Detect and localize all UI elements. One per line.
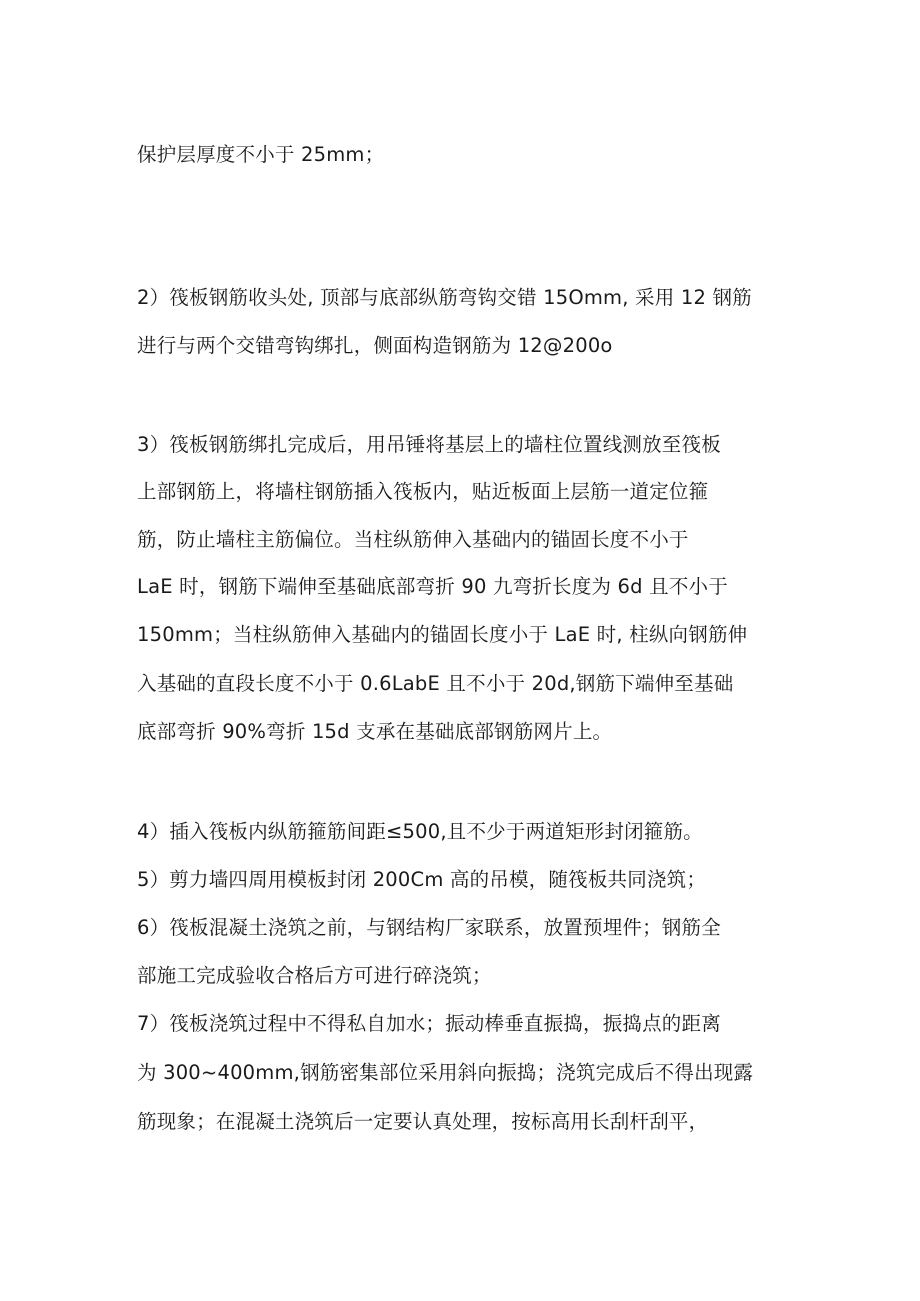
text-line: LaE 时，钢筋下端伸至基础底部弯折 90 九弯折长度为 6d 且不小于 <box>137 575 728 598</box>
text-line: 6）筏板混凝土浇筑之前，与钢结构厂家联系，放置预埋件；钢筋全 <box>137 916 721 939</box>
text-line: 底部弯折 90%弯折 15d 支承在基础底部钢筋网片上。 <box>137 720 613 743</box>
text-line: 部施工完成验收合格后方可进行碎浇筑； <box>137 964 492 987</box>
text-line: 2）筏板钢筋收头处, 顶部与底部纵筋弯钩交错 15Omm, 采用 12 钢筋 <box>137 286 752 309</box>
text-line: 筋现象；在混凝土浇筑后一定要认真处理，按标高用长刮杆刮平， <box>137 1110 709 1133</box>
text-line: 5）剪力墙四周用模板封闭 200Cm 高的吊模，随筏板共同浇筑； <box>137 868 707 891</box>
text-line: 7）筏板浇筑过程中不得私自加水；振动棒垂直振捣，振捣点的距离 <box>137 1012 721 1035</box>
text-line: 筋，防止墙柱主筋偏位。当柱纵筋伸入基础内的锚固长度不小于 <box>137 528 689 551</box>
text-line: 入基础的直段长度不小于 0.6LabE 且不小于 20d,钢筋下端伸至基础 <box>137 672 734 695</box>
text-line: 150mm；当柱纵筋伸入基础内的锚固长度小于 LaE 时, 柱纵向钢筋伸 <box>137 623 748 646</box>
text-line: 为 300~400mm,钢筋密集部位采用斜向振捣；浇筑完成后不得出现露 <box>137 1061 754 1084</box>
text-line: 进行与两个交错弯钩绑扎，侧面构造钢筋为 12@200o <box>137 334 613 357</box>
text-line: 3）筏板钢筋绑扎完成后，用吊锤将基层上的墙柱位置线测放至筏板 <box>137 433 721 456</box>
text-line: 保护层厚度不小于 25mm； <box>137 143 385 166</box>
text-line: 上部钢筋上，将墙柱钢筋插入筏板内，贴近板面上层筋一道定位箍 <box>137 480 709 503</box>
text-line: 4）插入筏板内纵筋箍筋间距≤500,且不少于两道矩形封闭箍筋。 <box>137 820 703 843</box>
